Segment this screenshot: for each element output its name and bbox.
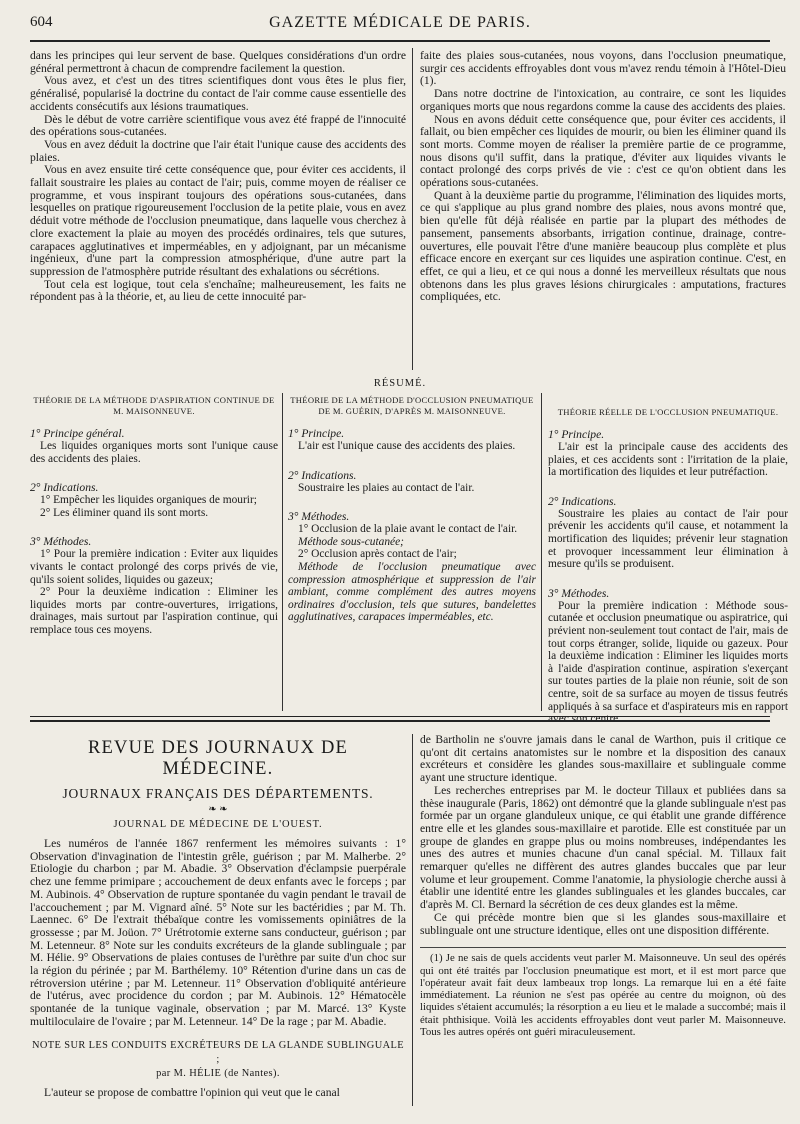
page-number: 604 xyxy=(30,14,53,30)
resume-text: 2° Les éliminer quand ils sont morts. xyxy=(40,506,209,519)
page-header xyxy=(30,14,770,38)
paragraph: Dans notre doctrine de l'intoxication, au contraire, ce sont les liquides organiques morts que nous regardons comme la cause des accidents des plaies. xyxy=(420,87,786,113)
paragraph: dans les principes qui leur servent de base. Quelques considérations d'un ordre général permettront à chacun de comprendre facilement la question. xyxy=(30,49,406,75)
footnote-text: (1) Je ne sais de quels accidents veut parler M. Maisonneuve. Un seul des opérés qui ont été traités par l'occlusion pneumatique est mort, et il est mort parce que l'opérateur avait fait deux lambeaux trop longs. La remarque lui en a été faite immédiatement. La réunion ne s'est pas opérée au centre du moignon, où des liquides s'étaient accumulés; la résorption a eu lieu et le malade a succombé; mais il était phthisique. Voilà les accidents effroyables dont veut parler M. Maisonneuve. Tous les autres opérés ont guéri miraculeusement. xyxy=(420,952,786,1039)
top-left-column xyxy=(30,50,406,304)
article-body xyxy=(30,1087,406,1100)
section-label: 3° Méthodes. xyxy=(30,535,92,549)
paragraph: Ce qui précède montre bien que si les glandes sous-maxillaire et sublinguale ont une structure identique, elles ont une disposition différente. xyxy=(420,910,786,937)
section-label: 1° Principe. xyxy=(288,427,345,440)
resume-text: 1° Occlusion de la plaie avant le contact de l'air. xyxy=(298,523,518,536)
section-label: 3° Méthodes. xyxy=(288,510,350,524)
revue-body xyxy=(30,838,406,1029)
paragraph: faite des plaies sous-cutanées, nous voyons, dans l'occlusion pneumatique, surgir ces accidents effroyables dont vous m'avez rendu témoin à l'Hôtel-Dieu (1). xyxy=(420,49,786,88)
section-label: 2° Indications. xyxy=(30,481,99,495)
resume-text: Soustraire les plaies au contact de l'air. xyxy=(298,481,475,494)
footnote xyxy=(420,947,786,1038)
paragraph: Quant à la deuxième partie du programme, l'élimination des liquides morts, ce qui s'applique au plus grand nombre des plaies, nous avons montré que, bien qu'elle fût déjà réalisée en partie par la plupart des méthodes de pansement, pansements absorbants, irrigation continue, drainage, contre-ouvertures, elle pouvait l'être d'une manière beaucoup plus complète et plus efficace encore en exerçant sur ces liquides une aspiration continue. C'est, en effet, ce qui a lieu, et ce qui nous a donné les merveilleux résultats que nous obtenons dans les plus graves lésions chirurgicales : amputations, fractures compliquées, etc. xyxy=(420,188,786,304)
column-divider xyxy=(412,48,413,370)
resume-text: 1° Pour la première indication : Eviter aux liquides vivants le contact prolongé des corps privés de vie, qu'ils soient solides, liquides ou gazeux; xyxy=(30,548,278,586)
revue-column xyxy=(30,734,406,1099)
resume-text: Méthode sous-cutanée; xyxy=(298,535,404,548)
section-label: 1° Principe général. xyxy=(30,427,125,440)
journal-name: JOURNAL DE MÉDECINE DE L'OUEST. xyxy=(113,819,323,830)
resume-heading: THÉORIE RÉELLE DE L'OCCLUSION PNEUMATIQUE. xyxy=(557,407,779,417)
paragraph: Les recherches entreprises par M. le docteur Tillaux et publiées dans sa thèse inaugurale (Paris, 1862) ont démontré que la glande sublinguale n'est pas formée par un organe glanduleux unique, ce qui établit une grande différence entre elle et les glandes sous-maxillaire et parotide. Elle est constituée par un groupe de glandes en grappe plus ou moins nombreuses, indépendantes les unes des autres et munies chacune d'un canal spécial. M. Tillaux fait remarquer qu'elles ne diffèrent des autres glandes buccales que par leur volume et leur groupement. Comme l'anatomie, la physiologie cherche aussi à établir une identité entre les glandes sublinguales et les glandes buccales, car d'après M. Cl. Bernard la sécrétion de ces deux glandes est la même. xyxy=(420,783,786,912)
revue-title: REVUE DES JOURNAUX DE MÉDECINE. xyxy=(87,738,349,779)
resume-title: RÉSUMÉ. xyxy=(373,378,427,389)
resume-text: Pour la première indication : Méthode sous-cutanée et occlusion pneumatique ou aspiratrice, qui prévient non-seulement tout contact de l'air, mais de tout corps étranger, solide, liquide ou gazeux. Pour la deuxième indication : Eliminer les liquides morts à l'aide d'aspiration continue, aspiration s'exerçant sur toutes parties de la plaie non réunie, soit de son centre, soit de sa surface au moyen de tissus feutrés appliqués à sa surface et d'aspirateurs mis en rapport avec son centre. xyxy=(548,599,788,726)
article-author: par M. HÉLIE (de Nantes). xyxy=(156,1067,280,1079)
header-rule xyxy=(30,40,770,42)
paragraph: L'auteur se propose de combattre l'opinion qui veut que le canal xyxy=(44,1085,340,1099)
resume-column-guerin xyxy=(288,395,536,624)
resume-divider xyxy=(541,393,542,711)
resume-heading: THÉORIE DE LA MÉTHODE D'ASPIRATION CONTINUE DE M. MAISONNEUVE. xyxy=(33,395,275,416)
paragraph: de Bartholin ne s'ouvre jamais dans le canal de Warthon, puis il critique ce qu'ont dit certains anatomistes sur le nombre et la disposition des canaux excréteurs et considère les glandes sous-maxillaire et sublinguale comme ayant une structure identique. xyxy=(420,733,786,785)
resume-column-reelle xyxy=(548,395,788,726)
resume-text: L'air est la principale cause des accidents des plaies, et ces accidents sont : l'irritation de la plaie, la mortification des liquides et leur putréfaction. xyxy=(548,441,788,479)
paragraph: Vous avez, et c'est un des titres scientifiques dont vous êtes le plus fier, généralisé, popularisé la doctrine du contact de l'air comme cause essentielle des accidents consécutifs aux lésions traumatiques. xyxy=(30,74,406,113)
ornament-icon: ❧ ❧ xyxy=(208,804,228,815)
section-label: 1° Principe. xyxy=(548,428,605,441)
paragraph: Nous en avons déduit cette conséquence que, pour éviter ces accidents, il fallait, ou bien empêcher ces liquides de mourir, ou bien les éliminer quand ils sont morts. Comme moyen de réaliser la première partie de ce programme, nous disons qu'il suffit, dans la pratique, d'éviter aux liquides vivants le contact prolongé des corps privés de vie : c'est ce qu'on obtient dans les opérations sous-cutanées. xyxy=(420,112,786,190)
paragraph: Vous en avez ensuite tiré cette conséquence que, pour éviter ces accidents, il fallait soustraire les plaies au contact de l'air; puis, comme moyen de réaliser ce programme, et vous inspirant toujours des opérations sous-cutanées, dans lesquelles on pratique rigoureusement l'occlusion de la petite plaie, vous en avez déduit votre méthode de l'occlusion pneumatique, dans laquelle vous cherchez à clore exactement la plaie au moyen des procédés ordinaires, tels que sutures, carapaces agglutinatives et imperméables, en y adjoignant, par un mécanisme ingénieux, d'une part la compression atmosphérique, d'une autre part la suppression de l'atmosphère putride résultant des exhalations ou sécrétions. xyxy=(30,163,406,278)
paragraph: Vous en avez déduit la doctrine que l'air était l'unique cause des accidents des plaies. xyxy=(30,137,406,164)
resume-heading: THÉORIE DE LA MÉTHODE D'OCCLUSION PNEUMATIQUE DE M. GUÉRIN, D'APRÈS M. MAISONNEUVE. xyxy=(290,395,534,416)
resume-text: Soustraire les plaies au contact de l'air pour prévenir les accidents qu'il cause, et notamment la mortification des liquides; prévenir leur stagnation et provoquer incessamment leur élimination à mesure qu'ils se produisent. xyxy=(548,507,788,571)
section-label: 3° Méthodes. xyxy=(548,586,610,600)
section-label: 2° Indications. xyxy=(288,468,357,482)
article-title: NOTE SUR LES CONDUITS EXCRÉTEURS DE LA GLANDE SUBLINGUALE ; xyxy=(31,1039,405,1065)
resume-text: 2° Pour la deuxième indication : Eliminer les liquides morts par contre-ouvertures, irrigations, drainages, mais surtout par l'aspiration continue, qui remplace tous ces moyens. xyxy=(30,586,278,636)
paragraph: Dès le début de votre carrière scientifique vous avez été frappé de l'innocuité des opérations sous-cutanées. xyxy=(30,112,406,139)
top-right-column xyxy=(420,50,786,304)
section-label: 2° Indications. xyxy=(548,494,617,508)
resume-text: 1° Empêcher les liquides organiques de mourir; xyxy=(40,494,257,507)
resume-text: L'air est l'unique cause des accidents des plaies. xyxy=(298,440,516,452)
resume-text: Méthode de l'occlusion pneumatique avec compression atmosphérique et suppression de l'air ambiant, comme complément des autres moyens ordinaires d'occlusion, tels que sutures, bandelettes agglutinatives, carapaces imperméables, etc. xyxy=(288,560,536,624)
resume-text: Les liquides organiques morts sont l'unique cause des accidents des plaies. xyxy=(30,440,278,465)
column-divider xyxy=(412,734,413,1106)
paragraph: Tout cela est logique, tout cela s'enchaîne; malheureusement, les faits ne répondent pas à la théorie, et, au lieu de cette innocuité par- xyxy=(30,277,406,304)
resume-column-maisonneuve xyxy=(30,395,278,637)
journal-title: GAZETTE MÉDICALE DE PARIS. xyxy=(269,14,531,31)
resume-text: 2° Occlusion après contact de l'air; xyxy=(298,548,457,561)
bottom-right-column xyxy=(420,734,786,1038)
resume-divider xyxy=(282,393,283,711)
section-double-rule xyxy=(30,716,770,722)
paragraph: Les numéros de l'année 1867 renferment les mémoires suivants : 1° Observation d'invagination de l'intestin grêle, guérison ; par M. Malherbe. 2° Etiologie du charbon ; par M. Abadie. 3° Observation d'éclampsie puerpérale chez une femme primipare ; accouchement de deux enfants avec le forceps ; par M. Aubinois. 4° Observation de rupture spontanée du vagin pendant le travail de l'accouchement ; par M. Vignard aîné. 5° Note sur les bactéridies ; par M. Th. Laennec. 6° De l'extrait thébaïque contre les vomissements opiniâtres de la grossesse ; par M. Joüon. 7° Urétrotomie externe sans conducteur, guérison ; par M. Letenneur. 8° Note sur les conduits excréteurs de la glande sublinguale ; par M. Hélie. 9° Observations de plaies contuses de l'urèthre par suite d'un choc sur la région du périnée ; par M. Barthélemy. 10° Rétention d'urine dans un cas de rétroversion utérine ; par M. Letenneur. 11° Observation d'obliquité antérieure de l'utérus, avec procidence du cordon ; par M. Aubinois. 12° Hématocèle spontanée de la tunique vaginale, observation ; par M. Marcé. 13° Kyste multiloculaire de l'ovaire ; par M. Letenneur. 14° De la rage ; par M. Abadie. xyxy=(30,837,406,1028)
revue-subtitle: JOURNAUX FRANÇAIS DES DÉPARTEMENTS. xyxy=(62,786,374,801)
